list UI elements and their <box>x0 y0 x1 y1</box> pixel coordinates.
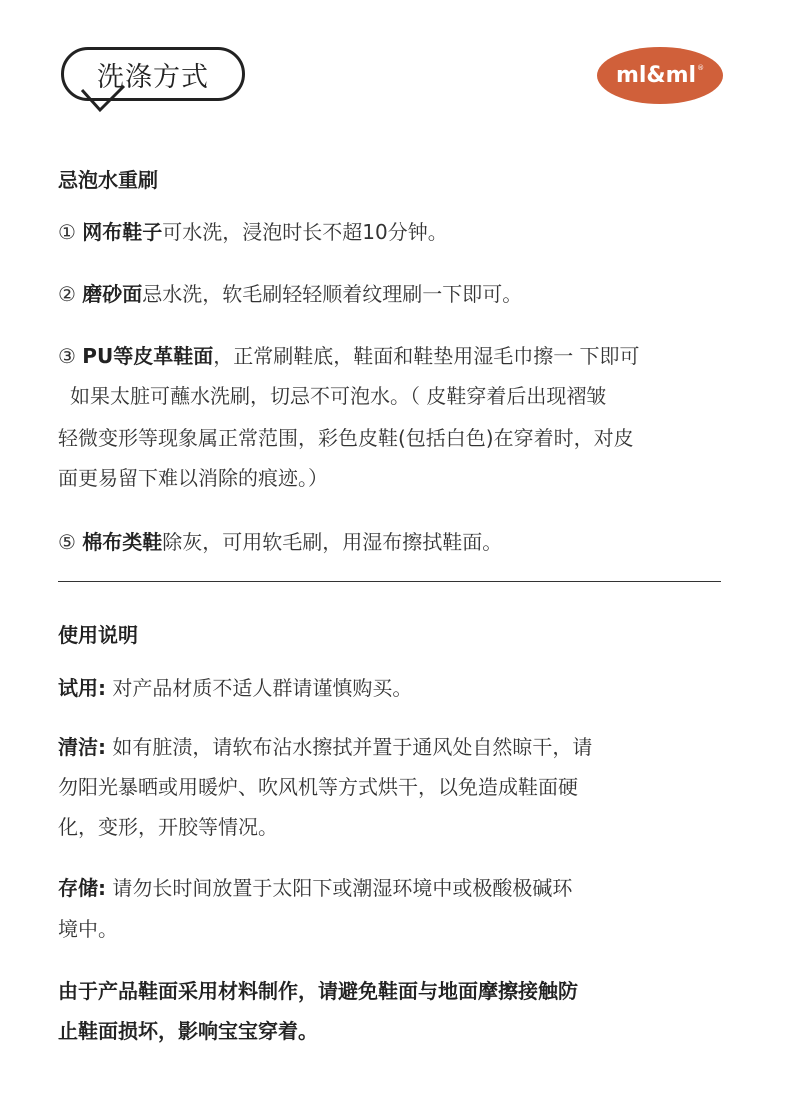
item-number: ⑤ <box>58 530 76 554</box>
wash-item-cotton <box>58 530 502 554</box>
item-text: ，正常刷鞋底，鞋面和鞋垫用湿毛巾擦一 下即可 <box>213 344 640 368</box>
item-label: 网布鞋子 <box>82 220 163 244</box>
section-title: 洗涤方式 <box>97 61 209 93</box>
item-number: ② <box>58 282 76 306</box>
usage-clean-line2: 勿阳光暴晒或用暖炉、吹风机等方式烘干，以免造成鞋面硬 <box>58 775 578 799</box>
usage-trial <box>58 676 412 700</box>
wash-item-mesh <box>58 220 448 244</box>
checkmark-icon <box>78 84 128 114</box>
item-label: PU等皮革鞋面 <box>82 344 214 368</box>
wash-item-suede <box>58 282 522 306</box>
brand-logo-text: ml&ml <box>615 63 697 88</box>
wash-item-leather-line2: 如果太脏可蘸水洗刷，切忌不可泡水。（ 皮鞋穿着后出现褶皱 <box>70 384 607 408</box>
usage-label: 清洁: <box>58 735 106 759</box>
usage-text: 请勿长时间放置于太阳下或潮湿环境中或极酸极碱环 <box>106 876 573 900</box>
usage-notice-line2: 止鞋面损坏，影响宝宝穿着。 <box>58 1019 318 1043</box>
usage-clean <box>58 735 592 759</box>
item-number: ③ <box>58 344 76 368</box>
usage-heading: 使用说明 <box>58 623 138 647</box>
usage-text: 对产品材质不适人群请谨慎购买。 <box>106 676 413 700</box>
section-divider <box>58 581 721 582</box>
wash-heading: 忌泡水重刷 <box>58 168 158 192</box>
item-text: 忌水洗，软毛刷轻轻顺着纹理刷一下即可。 <box>142 282 523 306</box>
wash-item-leather-line4: 面更易留下难以消除的痕迹。） <box>58 466 328 490</box>
usage-text: 如有脏渍，请软布沾水擦拭并置于通风处自然晾干，请 <box>106 735 593 759</box>
usage-label: 存储: <box>58 876 106 900</box>
usage-label: 试用: <box>58 676 106 700</box>
brand-logo <box>597 47 723 104</box>
usage-clean-line3: 化，变形，开胶等情况。 <box>58 815 278 839</box>
wash-item-leather-line3: 轻微变形等现象属正常范围，彩色皮鞋(包括白色)在穿着时，对皮 <box>58 426 634 450</box>
item-label: 棉布类鞋 <box>82 530 163 554</box>
registered-mark: ® <box>697 63 705 72</box>
usage-notice-line1: 由于产品鞋面采用材料制作，请避免鞋面与地面摩擦接触防 <box>58 979 578 1003</box>
item-text: 可水洗，浸泡时长不超10分钟。 <box>162 220 448 244</box>
wash-item-leather <box>58 344 640 368</box>
item-text: 除灰，可用软毛刷，用湿布擦拭鞋面。 <box>162 530 503 554</box>
item-label: 磨砂面 <box>82 282 143 306</box>
item-number: ① <box>58 220 76 244</box>
usage-storage <box>58 876 572 900</box>
usage-storage-line2: 境中。 <box>58 917 118 941</box>
